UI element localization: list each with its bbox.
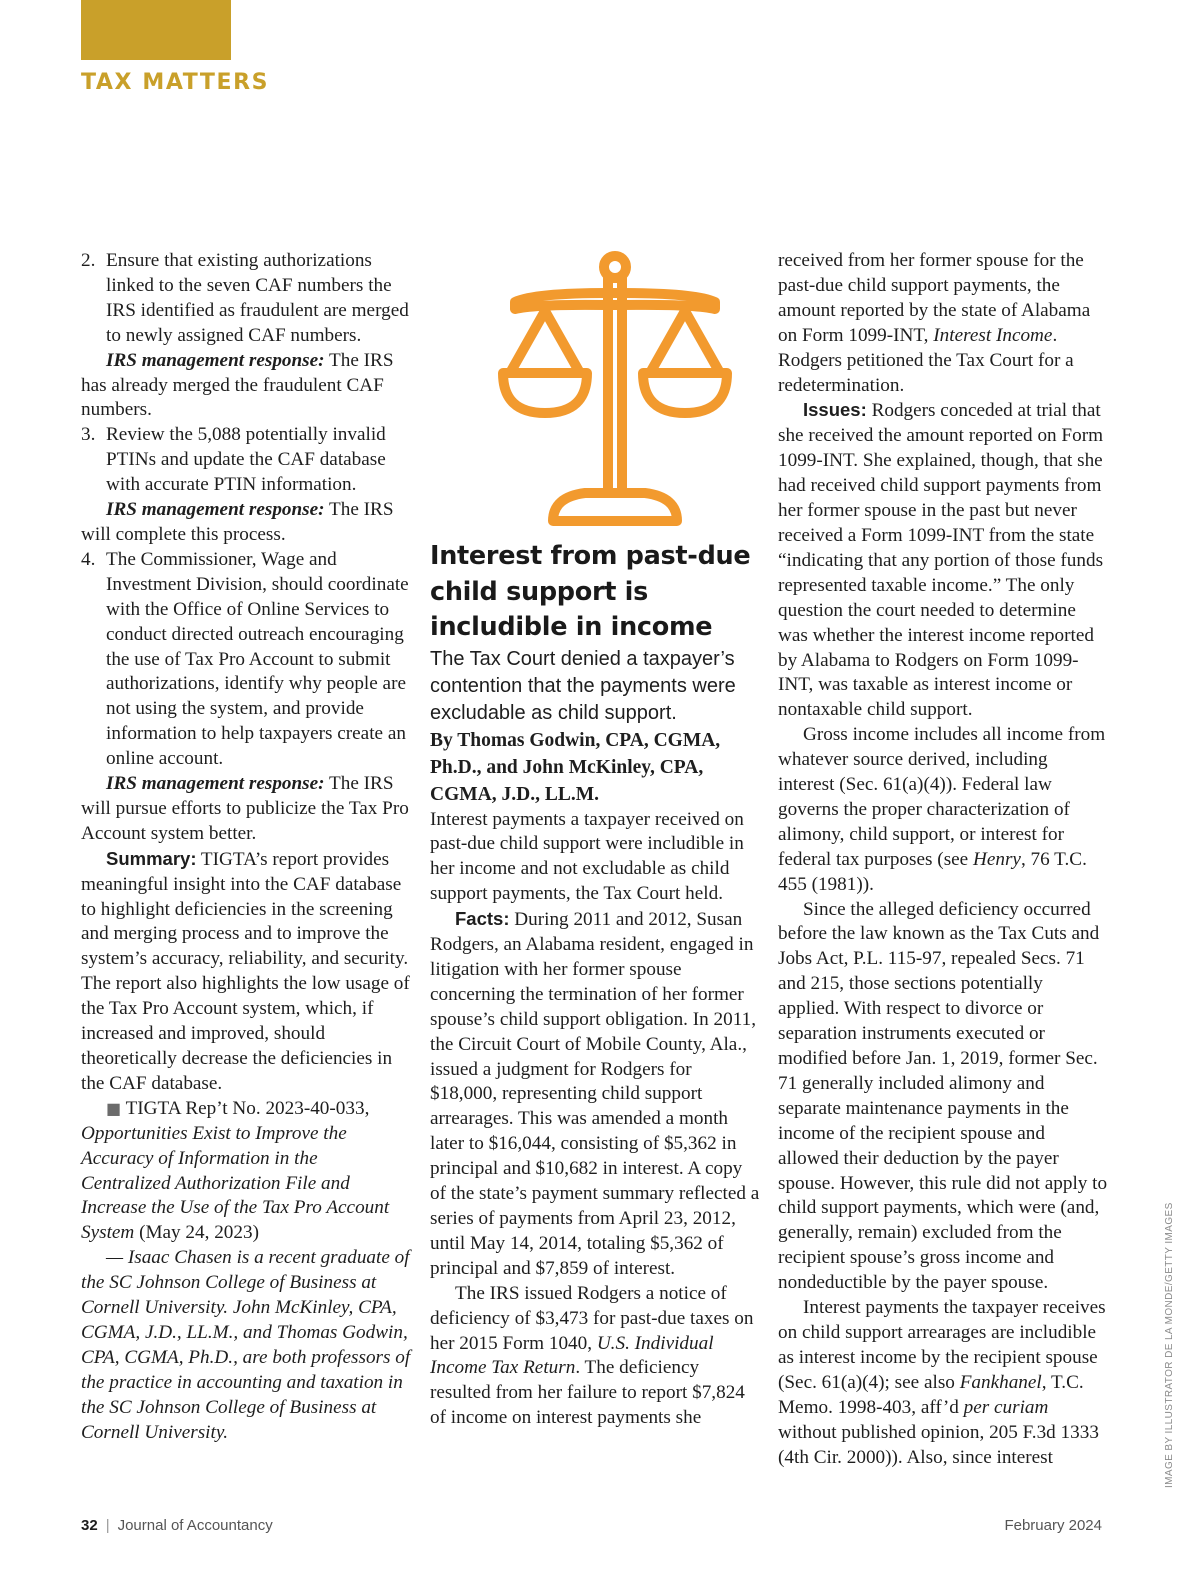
- page-footer-left: [81, 1517, 273, 1534]
- list-item-text: The Commissioner, Wage and Investment Division, should coordinate with the Office of Online Services to conduct directed outreach encouraging the use of Tax Pro Account to submit authorizations, identify why people are not using the system, and provide information to help taxpayers create an online account.: [106, 548, 409, 770]
- scales-of-justice-icon: [495, 249, 735, 539]
- issues-label: Issues:: [803, 399, 867, 421]
- list-number: 3.: [81, 424, 96, 446]
- list-number: 2.: [81, 250, 96, 271]
- management-response: IRS management response: The IRS will complete this process.: [81, 499, 394, 545]
- list-item-text: Review the 5,088 potentially invalid PTINs and update the CAF database with accurate PTIN information.: [106, 424, 386, 496]
- page-number: 32: [81, 1517, 98, 1534]
- case-name: Henry: [973, 848, 1021, 870]
- section-accent-bar: [81, 0, 231, 60]
- response-label: IRS management response:: [106, 349, 325, 371]
- management-response: IRS management response: The IRS will pursue efforts to publicize the Tax Pro Account system better.: [81, 773, 409, 844]
- issues-paragraph: Issues: Rodgers conceded at trial that she received the amount reported on Form 1099-INT. She explained, though, that she had received child support payments from her former spouse in the past but never received a Form 1099-INT from the state “indicating that any portion of those funds represented taxable income.” The only question the court needed to determine was whether the interest income reported by Alabama to Rodgers on Form 1099-INT, was taxable as interest income or nontaxable child support.: [778, 399, 1104, 721]
- body-paragraph: The IRS issued Rodgers a notice of deficiency of $3,473 for past-due taxes on her 2015 Form 1040, U.S. Individual Income Tax Return. The deficiency resulted from her failure to report $7,824 of income on interest payments she: [430, 1282, 754, 1429]
- body-paragraph: Gross income includes all income from whatever source derived, including interest (Sec. 61(a)(4)). Federal law governs the proper characterization of alimony, child support, or interest for federal tax purposes (see Henry, 76 T.C. 455 (1981)).: [778, 724, 1106, 895]
- section-label: TAX MATTERS: [81, 70, 270, 95]
- form-title: U.S. Individual Income Tax Return: [430, 1332, 714, 1379]
- issue-date: February 2024: [1004, 1517, 1102, 1534]
- article-dek: The Tax Court denied a taxpayer’s contention that the payments were excludable as child support.: [430, 647, 736, 724]
- summary-paragraph: Summary: TIGTA’s report provides meaningful insight into the CAF database to highlight deficiencies in the screening and merging process and to improve the system’s accuracy, reliability, and security. The report also highlights the low usage of the Tax Pro Account system, which, if increased and improved, should theoretically decrease the deficiencies in the CAF database.: [81, 847, 410, 1094]
- management-response: IRS management response: The IRS has already merged the fraudulent CAF numbers.: [81, 349, 394, 421]
- author-bio: — Isaac Chasen is a recent graduate of the SC Johnson College of Business at Cornell University. John McKinley, CPA, CGMA, J.D., LL.M., and Thomas Godwin, CPA, CGMA, Ph.D., are both professors of the practice in accounting and taxation in the SC Johnson College of Business at Cornell University.: [81, 1247, 411, 1443]
- intro-paragraph: Interest payments a taxpayer received on past-due child support were includible in her income and not excludable as child support payments, the Tax Court held.: [430, 808, 744, 905]
- report-reference: ■ TIGTA Rep’t No. 2023-40-033, Opportunities Exist to Improve the Accuracy of Information in the Centralized Authorization File and Increase the Use of the Tax Pro Account System (May 24, 2023): [81, 1097, 390, 1244]
- body-paragraph: Since the alleged deficiency occurred before the law known as the Tax Cuts and Jobs Act, P.L. 115-97, repealed Secs. 71 and 215, those sections potentially applied. With respect to divorce or separation instruments executed or modified before Jan. 1, 2019, former Sec. 71 generally included alimony and separate maintenance payments in the income of the recipient spouse and allowed their deduction by the payer spouse. However, this rule did not apply to child support payments, which were (and, generally, remain) excluded from the recipient spouse’s gross income and nondeductible by the payer spouse.: [778, 898, 1108, 1294]
- form-title: Interest Income: [933, 324, 1053, 346]
- column-left: [81, 249, 411, 1446]
- summary-label: Summary:: [106, 847, 197, 869]
- facts-label: Facts:: [455, 908, 510, 930]
- end-square-icon: ■: [106, 1098, 122, 1118]
- list-number: 4.: [81, 548, 96, 570]
- body-paragraph: received from her former spouse for the past-due child support payments, the amount reported by the state of Alabama on Form 1099-INT, Interest Income. Rodgers petitioned the Tax Court for a redetermination.: [778, 250, 1091, 396]
- list-item-2: [81, 249, 411, 349]
- report-title: Opportunities Exist to Improve the Accuracy of Information in the Centralized Authorization File and Increase the Use of the Tax Pro Account System: [81, 1122, 390, 1244]
- list-item-3: [81, 423, 411, 498]
- article-headline: Interest from past-due child support is includible in income: [430, 541, 751, 642]
- list-item-text: Ensure that existing authorizations linked to the seven CAF numbers the IRS identified as fraudulent are merged to newly assigned CAF numbers.: [106, 250, 409, 346]
- column-right: [778, 249, 1108, 1470]
- column-middle: [430, 249, 760, 1431]
- publication-name: Journal of Accountancy: [117, 1517, 273, 1534]
- image-credit: IMAGE BY ILLUSTRATOR DE LA MONDE/GETTY IMAGES: [1164, 1202, 1175, 1488]
- footer-separator: |: [105, 1517, 110, 1534]
- response-label: IRS management response:: [106, 773, 325, 795]
- case-name: Fankhanel: [959, 1371, 1042, 1393]
- list-item-4: [81, 548, 411, 772]
- response-label: IRS management response:: [106, 499, 325, 521]
- body-paragraph: Interest payments the taxpayer receives on child support arrearages are includible as interest income by the recipient spouse (Sec. 61(a)(4); see also Fankhanel, T.C. Memo. 1998-403, aff’d per curiam without published opinion, 205 F.3d 1333 (4th Cir. 2000)). Also, since interest: [778, 1297, 1106, 1468]
- facts-paragraph: Facts: During 2011 and 2012, Susan Rodgers, an Alabama resident, engaged in litigation with her former spouse concerning the termination of her former spouse’s child support obligation. In 2011, the Circuit Court of Mobile County, Ala., issued a judgment for Rodgers for $18,000, representing child support arrearages. This was amended a month later to $16,044, consisting of $5,362 in principal and $10,682 in interest. A copy of the state’s payment summary reflected a series of payments from April 23, 2012, until May 14, 2014, totaling $5,362 of principal and $7,859 of interest.: [430, 908, 760, 1279]
- article-byline: By Thomas Godwin, CPA, CGMA, Ph.D., and John McKinley, CPA, CGMA, J.D., LL.M.: [430, 729, 721, 805]
